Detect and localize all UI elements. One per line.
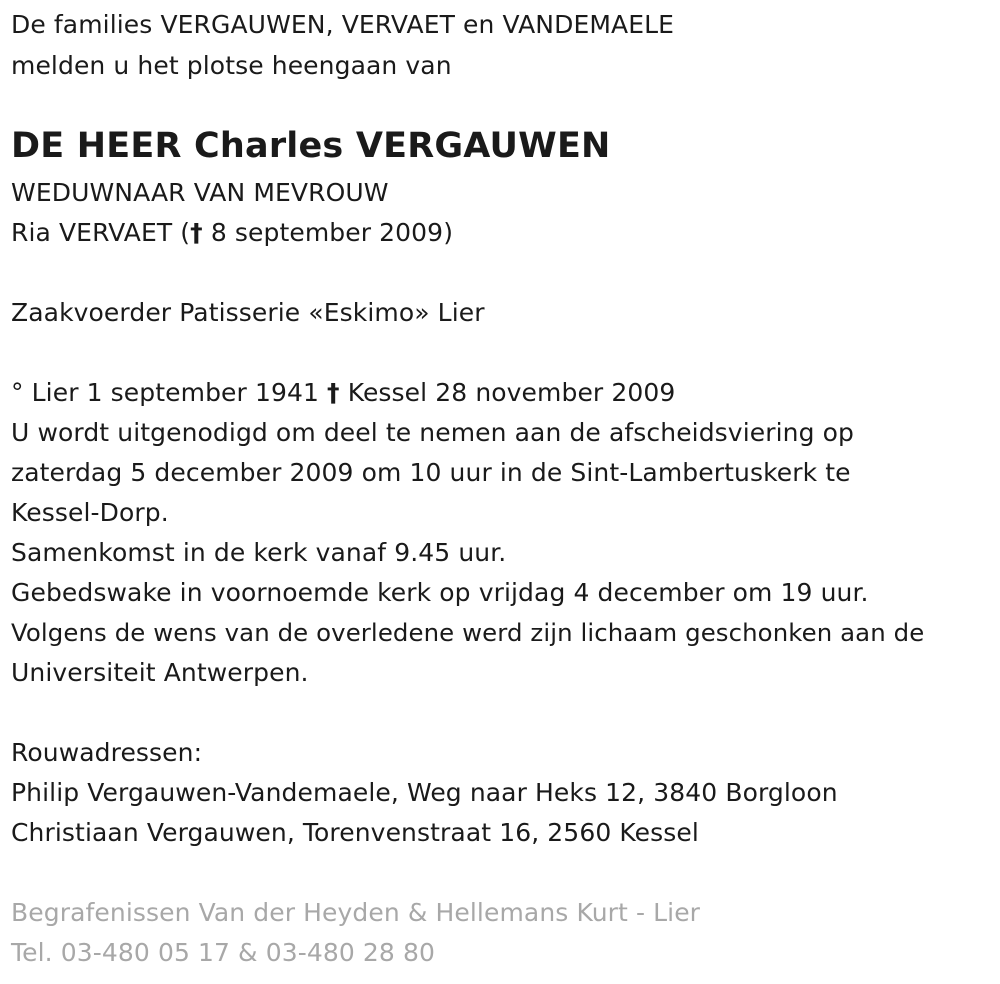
widower-of-line: WEDUWNAAR VAN MEVROUW bbox=[11, 178, 389, 207]
address-item: Christiaan Vergauwen, Torenvenstraat 16, 2560 Kessel bbox=[11, 818, 699, 847]
intro-line-1: De families VERGAUWEN, VERVAET en VANDEMAELE bbox=[11, 10, 675, 39]
donation-line-2: Universiteit Antwerpen. bbox=[11, 658, 309, 687]
funeral-home-phone: Tel. 03-480 05 17 & 03-480 28 80 bbox=[11, 938, 435, 967]
wake-line: Gebedswake in voornoemde kerk op vrijdag 4 december om 19 uur. bbox=[11, 578, 869, 607]
deceased-name-title: DE HEER Charles VERGAUWEN bbox=[11, 126, 611, 166]
cross-icon: † bbox=[190, 218, 203, 247]
ceremony-line-1: U wordt uitgenodigd om deel te nemen aan de afscheidsviering op bbox=[11, 418, 854, 447]
spouse-line bbox=[11, 213, 453, 253]
death-info: Kessel 28 november 2009 bbox=[339, 378, 676, 407]
intro-line-2: melden u het plotse heengaan van bbox=[11, 51, 452, 80]
occupation-line: Zaakvoerder Patisserie «Eskimo» Lier bbox=[11, 298, 485, 327]
cross-icon: † bbox=[327, 378, 340, 407]
funeral-home-name: Begrafenissen Van der Heyden & Hellemans Kurt - Lier bbox=[11, 898, 701, 927]
birth-info: ° Lier 1 september 1941 bbox=[11, 378, 328, 407]
address-item: Philip Vergauwen-Vandemaele, Weg naar Heks 12, 3840 Borgloon bbox=[11, 778, 838, 807]
addresses-heading: Rouwadressen: bbox=[11, 738, 203, 767]
donation-line-1: Volgens de wens van de overledene werd zijn lichaam geschonken aan de bbox=[11, 618, 925, 647]
ceremony-line-2: zaterdag 5 december 2009 om 10 uur in de Sint-Lambertuskerk te bbox=[11, 458, 851, 487]
spouse-suffix: 8 september 2009) bbox=[202, 218, 454, 247]
spouse-prefix: Ria VERVAET ( bbox=[11, 218, 191, 247]
ceremony-line-3: Kessel-Dorp. bbox=[11, 498, 169, 527]
gathering-line: Samenkomst in de kerk vanaf 9.45 uur. bbox=[11, 538, 507, 567]
life-dates-line bbox=[11, 373, 675, 413]
